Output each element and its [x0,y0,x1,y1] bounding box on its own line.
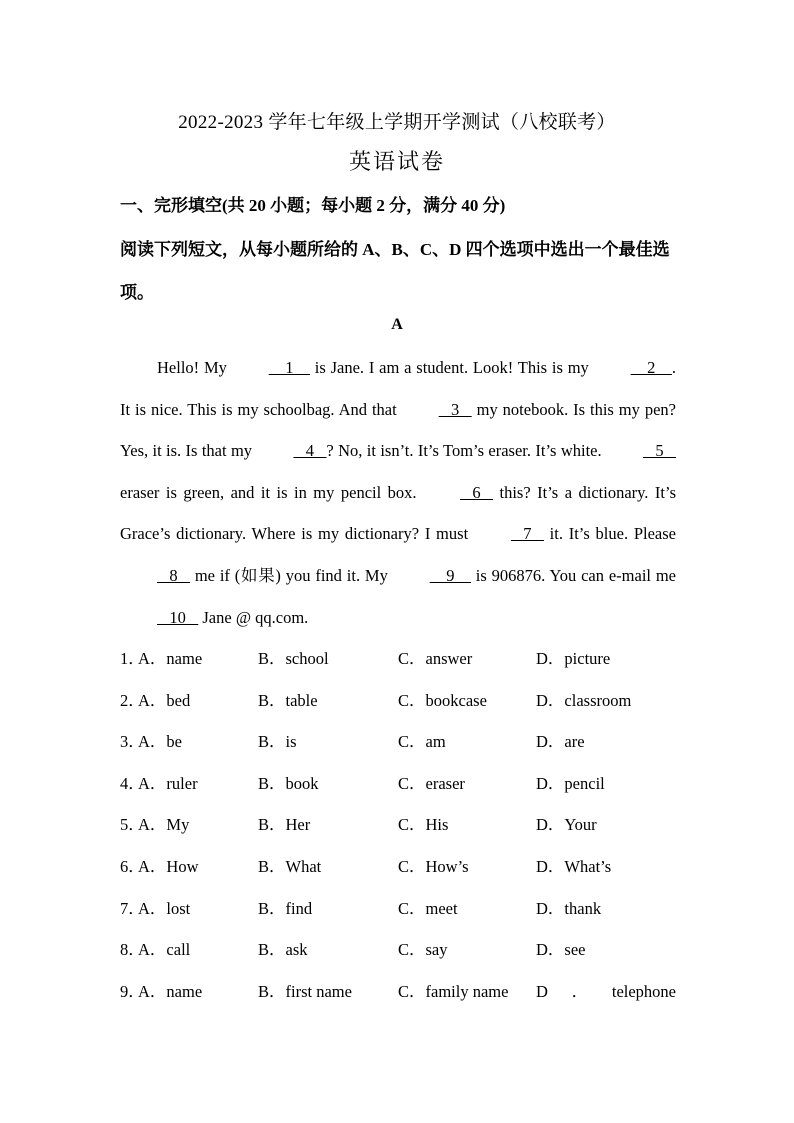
option-d: D．thank [536,898,602,918]
option-a: A．be [138,732,182,752]
option-a: A．bed [138,690,191,710]
question-row [120,680,676,722]
question-number: 7． [120,898,145,918]
option-c: C．His [398,815,449,835]
passage-text: my notebook. Is this my pen? Yes, it is. Is that my [120,399,676,461]
blank-7: 7 [510,524,544,544]
question-row [120,721,676,763]
option-a: A．ruler [138,773,198,793]
exam-title: 2022-2023 学年七年级上学期开学测试（八校联考） [178,112,616,133]
blank-3: 3 [438,399,472,419]
passage-text: me if (如果) you find it. My [190,565,393,585]
cloze-passage [120,347,676,638]
passage-text: Jane @ qq.com. [198,607,309,627]
option-d: D．What’s [536,856,612,876]
question-row [120,846,676,888]
passage-text: eraser is green, and it is in my pencil box. [120,482,424,502]
option-d-letter: D [536,981,548,1001]
option-b: B．table [258,690,318,710]
option-d: D．see [536,940,586,960]
blank-1: 1 [268,358,310,377]
option-a: A．name [138,981,203,1001]
option-a: A．My [138,815,190,835]
option-c: C．am [398,732,446,752]
option-b: B．is [258,732,297,752]
question-row [120,638,676,680]
question-row [120,888,676,930]
option-d: D．are [536,732,585,752]
option-d: D．classroom [536,690,632,710]
question-number: 6． [120,856,145,876]
option-d: D．picture [536,649,611,668]
subject-title: 英语试卷 [348,149,445,174]
option-c: C．family name [398,981,509,1001]
section-instructions: 阅读下列短文，从每小题所给的 A、B、C、D 四个选项中选出一个最佳选项。 [120,240,670,302]
question-row [120,763,676,805]
option-d [536,971,676,1013]
blank-9: 9 [429,565,471,585]
question-number: 8． [120,940,145,960]
option-c: C．bookcase [398,690,487,710]
passage-text: this? It’s a dictionary. It’s Grace’s dictionary. Where is my dictionary? I must [120,482,676,544]
option-c: C．meet [398,898,458,918]
question-number: 3． [120,732,145,752]
blank-10: 10 [157,607,199,627]
option-b: B．Her [258,815,311,835]
question-number: 5． [120,815,145,835]
passage-text: is Jane. I am a student. Look! This is my [309,358,594,377]
option-c: C．How’s [398,856,469,876]
question-row [120,804,676,846]
option-b: B．school [258,649,329,668]
option-d: D．pencil [536,773,605,793]
question-number: 1． [120,649,145,668]
passage-text: it. It’s blue. Please [543,524,676,544]
question-row [120,929,676,971]
option-c: C．answer [398,649,473,668]
option-b: B．ask [258,940,308,960]
option-d-text: telephone [611,981,676,1001]
blank-6: 6 [460,482,494,502]
question-row [120,971,676,1013]
passage-text: is 906876. You can e-mail me [470,565,676,585]
passage-text: ? No, it isn’t. It’s Tom’s eraser. It’s white. [326,441,606,461]
blank-4: 4 [293,441,327,461]
option-b: B．What [258,856,322,876]
question-number: 4． [120,773,145,793]
option-b: B．first name [258,981,352,1001]
option-d-dot: ． [571,981,589,1001]
option-a: A．name [138,649,203,668]
question-options [120,638,676,1012]
option-c: C．say [398,940,448,960]
section-heading: 一、完形填空(共 20 小题；每小题 2 分，满分 40 分) [120,196,506,215]
option-a: A．call [138,940,191,960]
blank-5: 5 [643,441,676,461]
option-b: B．find [258,898,313,918]
passage-text: . It is nice. This is my schoolbag. And that [120,358,676,419]
passage-text: Hello! My [157,358,232,377]
question-number: 2． [120,690,145,710]
option-b: B．book [258,773,319,793]
passage-label: A [391,316,403,333]
option-d: D．Your [536,815,597,835]
option-a: A．lost [138,898,191,918]
question-number: 9． [120,981,145,1001]
option-a: A．How [138,856,199,876]
blank-2: 2 [630,358,672,377]
option-c: C．eraser [398,773,465,793]
blank-8: 8 [157,565,190,585]
